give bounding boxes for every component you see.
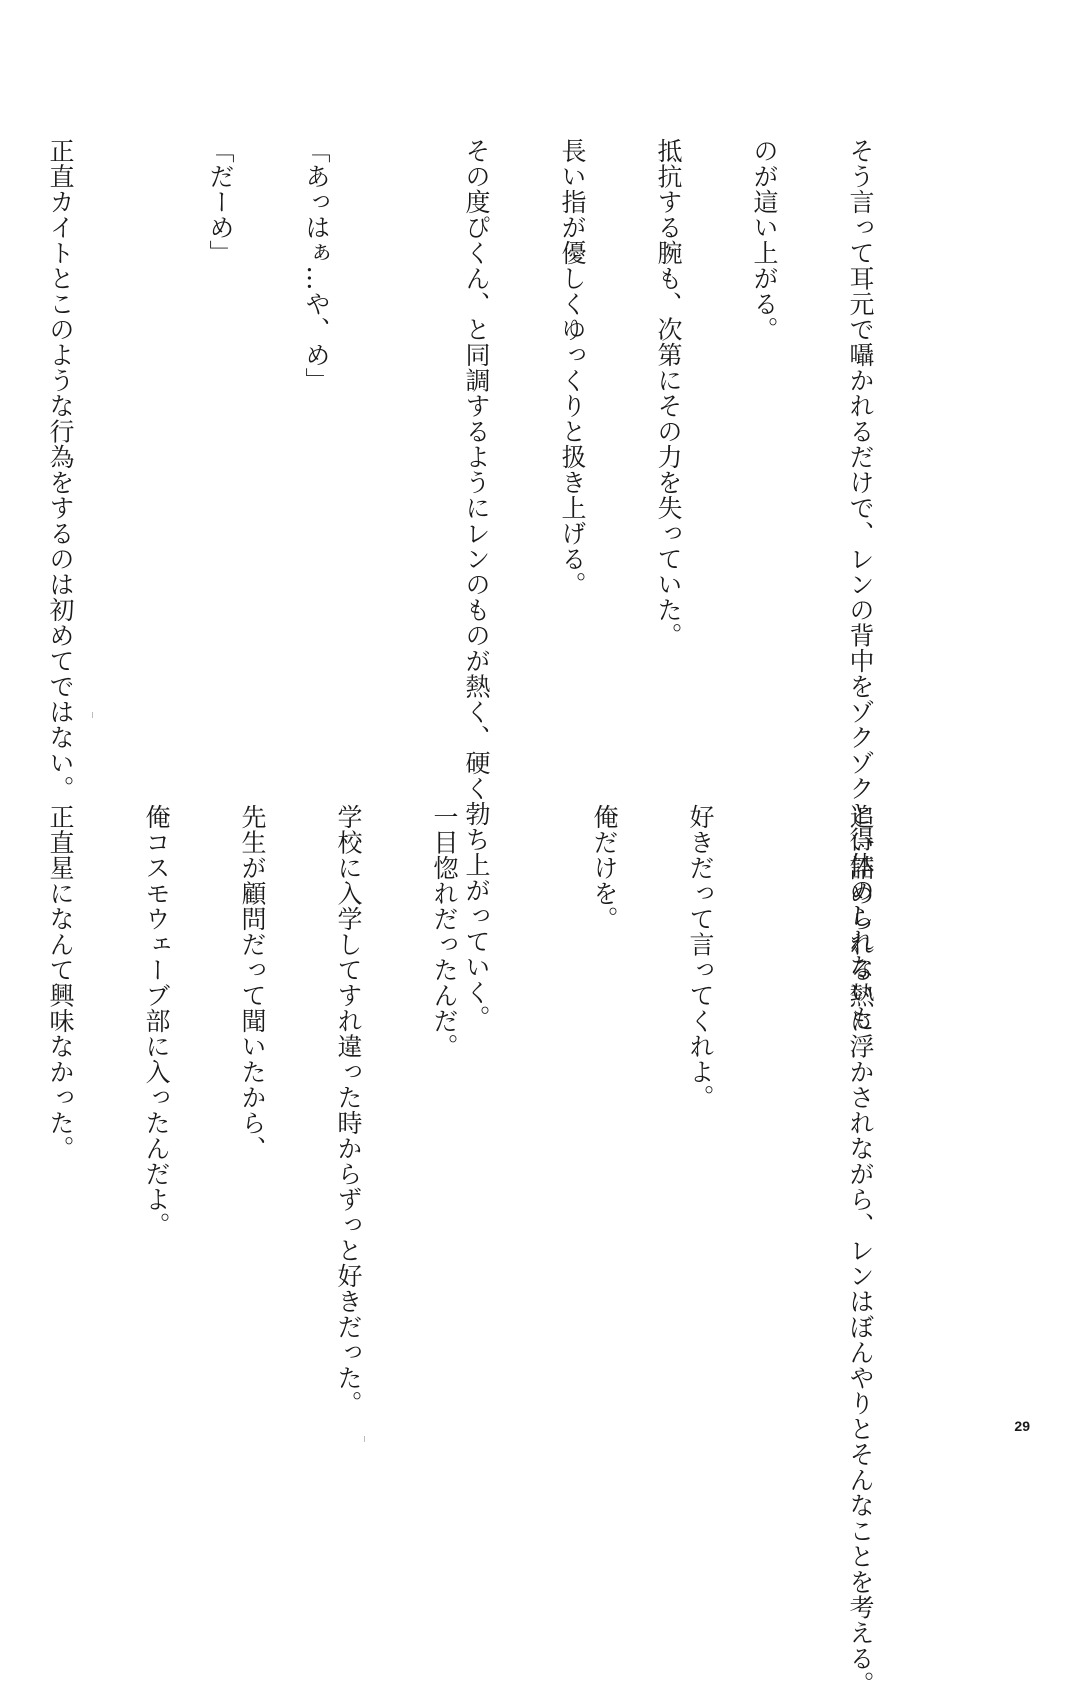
scan-speck [364, 1436, 365, 1442]
dialogue-line: 「だーめ」 [206, 138, 235, 266]
text-line: 学校に入学してすれ違った時からずっと好きだった。 [334, 804, 363, 1416]
text-line: のが這い上がる。 [750, 138, 779, 342]
text-line: 先生が顧問だって聞いたから、 [238, 804, 267, 1161]
text-line: そう言って耳元で囁かれるだけで、レンの背中をゾクゾクと得体のしれないも [846, 138, 875, 1031]
text-line: 抵抗する腕も、次第にその力を失っていた。 [654, 138, 683, 648]
text-line: 俺だけを。 [590, 804, 619, 932]
text-line: 好きだって言ってくれよ。 [686, 804, 715, 1110]
bottom-text-block [0, 804, 940, 1697]
dialogue-line: 「あっはぁ…や、め」 [302, 138, 331, 393]
text-line: 追い詰められる熱に浮かされながら、レンはぼんやりとそんなことを考える。 [846, 804, 875, 1697]
text-line: 長い指が優しくゆっくりと扱き上げる。 [558, 138, 587, 597]
page-number: 29 [1014, 1418, 1030, 1434]
text-line: その度ぴくん、と同調するようにレンのものが熱く、硬く勃ち上がっていく。 [462, 138, 491, 1031]
scan-speck [92, 712, 93, 718]
text-line: 正直カイトとこのような行為をするのは初めてではない。 [46, 138, 75, 801]
text-line: 正直星になんて興味なかった。 [46, 804, 75, 1161]
text-line: 俺コスモウェーブ部に入ったんだよ。 [142, 804, 171, 1238]
text-line: 一目惚れだったんだ。 [430, 804, 459, 1059]
